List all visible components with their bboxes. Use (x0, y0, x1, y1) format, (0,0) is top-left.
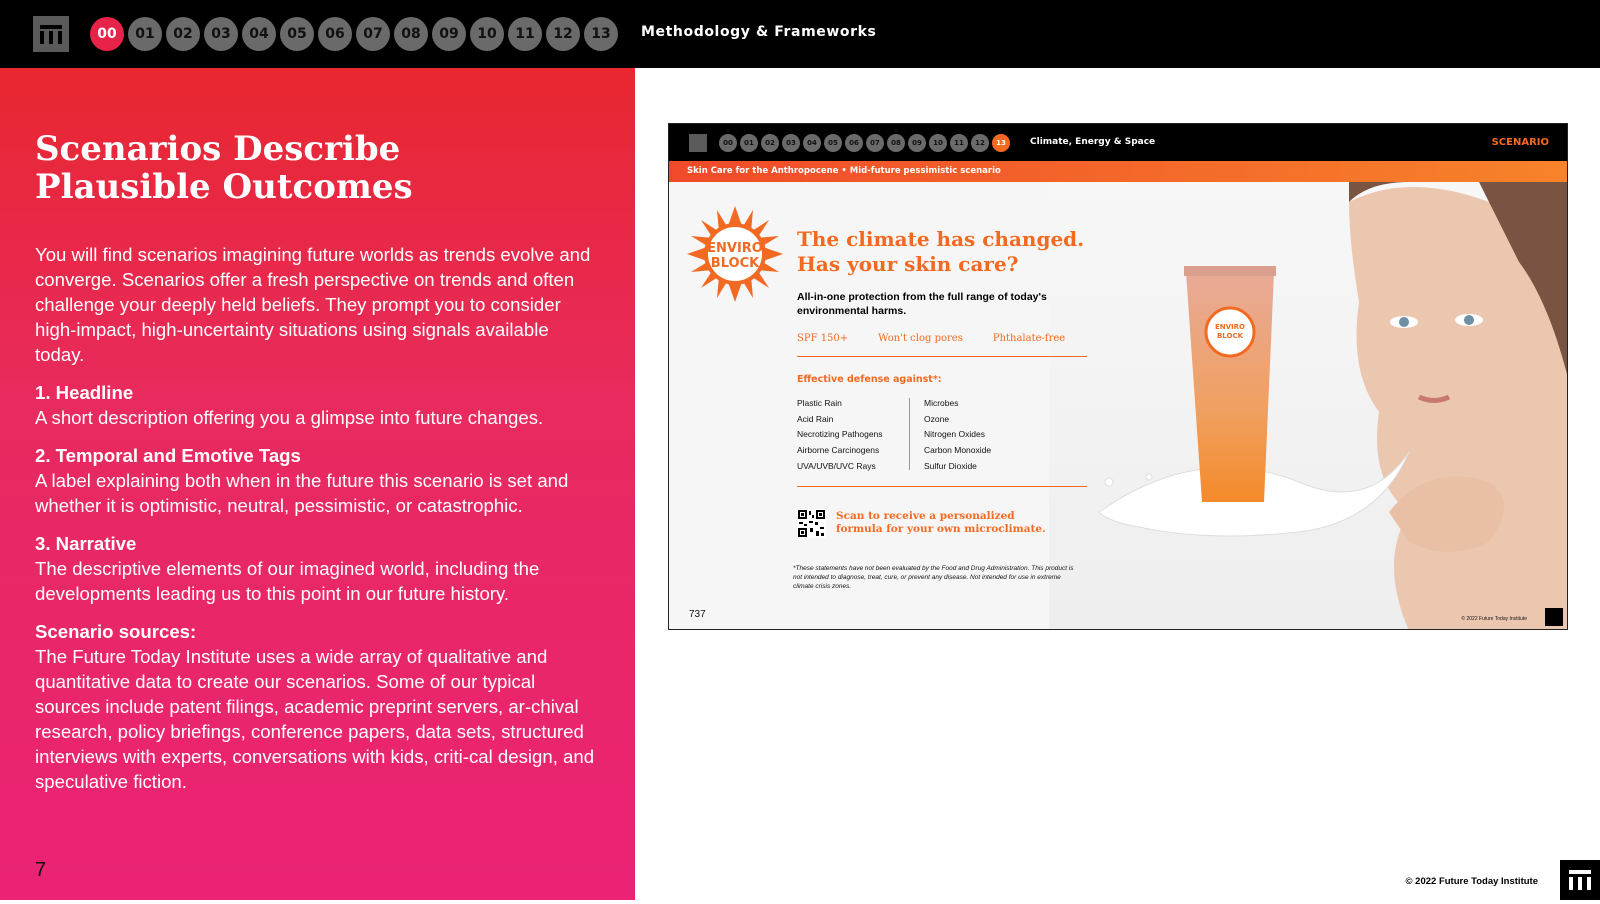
corner-logo-icon[interactable] (1560, 860, 1600, 900)
column-divider (909, 398, 910, 470)
defense-item: UVA/UVB/UVC Rays (797, 459, 883, 475)
chapter-chip-06[interactable]: 06 (318, 17, 352, 51)
defense-item: Sulfur Dioxide (924, 459, 991, 475)
defense-item: Carbon Monoxide (924, 443, 991, 459)
preview-chapter-chip-04: 04 (803, 134, 821, 152)
item-narrative (35, 531, 595, 606)
preview-chapter-chip-07: 07 (866, 134, 884, 152)
preview-chapter-chip-12: 12 (971, 134, 989, 152)
defense-item: Plastic Rain (797, 396, 883, 412)
preview-chapter-chip-03: 03 (782, 134, 800, 152)
defense-item: Airborne Carcinogens (797, 443, 883, 459)
item-heading: Scenario sources: (35, 619, 595, 644)
ad-title-line-1: The climate has changed. (797, 227, 1084, 251)
preview-logo-icon (689, 134, 707, 152)
chapter-chip-03[interactable]: 03 (204, 17, 238, 51)
preview-page-number: 737 (689, 609, 706, 620)
chapter-chip-09[interactable]: 09 (432, 17, 466, 51)
qr-code-icon (797, 509, 826, 538)
defense-item: Ozone (924, 412, 991, 428)
divider (797, 356, 1087, 357)
title-line-1: Scenarios Describe (35, 129, 400, 169)
chapter-chip-08[interactable]: 08 (394, 17, 428, 51)
item-text: The descriptive elements of our imagined world, including the developments leading us to this point in our future history. (35, 558, 539, 604)
preview-chapter-chip-13: 13 (992, 134, 1010, 152)
defense-list-2 (924, 396, 991, 475)
feature-label: Won't clog pores (878, 333, 963, 344)
defense-heading: Effective defense against*: (797, 374, 942, 385)
preview-chapter-chip-09: 09 (908, 134, 926, 152)
chapter-chip-05[interactable]: 05 (280, 17, 314, 51)
scan-line-2: formula for your own microclimate. (836, 523, 1046, 535)
section-title: Methodology & Frameworks (641, 24, 876, 40)
svg-text:ENVIRO: ENVIRO (1215, 323, 1245, 331)
ad-title-line-2: Has your skin care? (797, 252, 1018, 276)
enviroblock-badge (687, 206, 783, 302)
disclaimer: *These statements have not been evaluated by the Food and Drug Administration. This product is not intended to diagnose, treat, cure, or prevent any disease. Not intended for use in extreme climate crisis zones. (793, 564, 1083, 591)
preview-chapter-chip-10: 10 (929, 134, 947, 152)
item-tags (35, 443, 595, 518)
chapter-chip-11[interactable]: 11 (508, 17, 542, 51)
svg-text:BLOCK: BLOCK (1217, 332, 1244, 340)
chapter-chip-00[interactable]: 00 (90, 17, 124, 51)
ad-features (797, 333, 1065, 344)
item-heading: 1. Headline (35, 380, 595, 405)
preview-chapter-nav (719, 134, 1010, 152)
page-title (35, 130, 595, 206)
item-heading: 3. Narrative (35, 531, 595, 556)
chapter-chip-13[interactable]: 13 (584, 17, 618, 51)
scenario-preview (668, 123, 1568, 630)
ad-photo (1049, 182, 1568, 630)
chapter-chip-04[interactable]: 04 (242, 17, 276, 51)
defense-item: Microbes (924, 396, 991, 412)
preview-chapter-chip-05: 05 (824, 134, 842, 152)
preview-strip-text: Skin Care for the Anthropocene • Mid-future pessimistic scenario (687, 166, 1001, 176)
chapter-chip-07[interactable]: 07 (356, 17, 390, 51)
feature-label: Phthalate-free (993, 333, 1065, 344)
item-heading: 2. Temporal and Emotive Tags (35, 443, 595, 468)
preview-chapter-chip-11: 11 (950, 134, 968, 152)
feature-label: SPF 150+ (797, 333, 848, 344)
left-panel (0, 68, 635, 900)
chapter-chip-01[interactable]: 01 (128, 17, 162, 51)
divider (797, 486, 1087, 487)
preview-chapter-chip-00: 00 (719, 134, 737, 152)
item-sources (35, 619, 595, 794)
preview-top-bar (669, 124, 1567, 161)
intro-paragraph: You will find scenarios imagining future worlds as trends evolve and converge. Scenarios offer a fresh perspective on trends and often challenge your deeply held beliefs. They prompt you to consider high-impact, high-uncertainty situations using signals available today. (35, 242, 595, 367)
chapter-nav (90, 17, 618, 51)
defense-item: Necrotizing Pathogens (797, 427, 883, 443)
badge-line-1: ENVIRO (707, 241, 763, 256)
ad-subtitle: All-in-one protection from the full range of today's environmental harms. (797, 290, 1087, 318)
copyright: © 2022 Future Today Institute (1406, 876, 1538, 887)
preview-chapter-chip-01: 01 (740, 134, 758, 152)
preview-chapter-chip-08: 08 (887, 134, 905, 152)
badge-line-2: BLOCK (711, 256, 760, 271)
item-text: A short description offering you a glimpse into future changes. (35, 407, 543, 428)
title-line-2: Plausible Outcomes (35, 167, 413, 207)
scan-line-1: Scan to receive a personalized (836, 510, 1015, 522)
preview-copyright: © 2022 Future Today Institute (1461, 616, 1527, 622)
fti-logo-icon[interactable] (33, 16, 69, 52)
preview-chapter-chip-02: 02 (761, 134, 779, 152)
chapter-chip-02[interactable]: 02 (166, 17, 200, 51)
top-bar (0, 0, 1600, 68)
defense-list-1 (797, 396, 883, 475)
body-text (35, 242, 595, 807)
ad-title (797, 227, 1084, 277)
chapter-chip-10[interactable]: 10 (470, 17, 504, 51)
defense-item: Acid Rain (797, 412, 883, 428)
preview-tag: SCENARIO (1492, 137, 1549, 148)
scan-cta (836, 510, 1046, 536)
defense-item: Nitrogen Oxides (924, 427, 991, 443)
item-headline (35, 380, 595, 430)
preview-corner-logo-icon (1545, 608, 1563, 626)
chapter-chip-12[interactable]: 12 (546, 17, 580, 51)
preview-section-title: Climate, Energy & Space (1030, 137, 1155, 147)
preview-strip (669, 161, 1567, 182)
item-text: A label explaining both when in the future this scenario is set and whether it is optimistic, neutral, pessimistic, or catastrophic. (35, 470, 568, 516)
item-text: The Future Today Institute uses a wide array of qualitative and quantitative data to create our scenarios. Some of our typical sources include patent filings, academic preprint servers, ar-chival research, policy briefings, conference papers, data sets, structured interviews with experts, conversations with kids, criti-cal design, and speculative fiction. (35, 646, 594, 792)
preview-chapter-chip-06: 06 (845, 134, 863, 152)
page-number: 7 (35, 859, 46, 882)
